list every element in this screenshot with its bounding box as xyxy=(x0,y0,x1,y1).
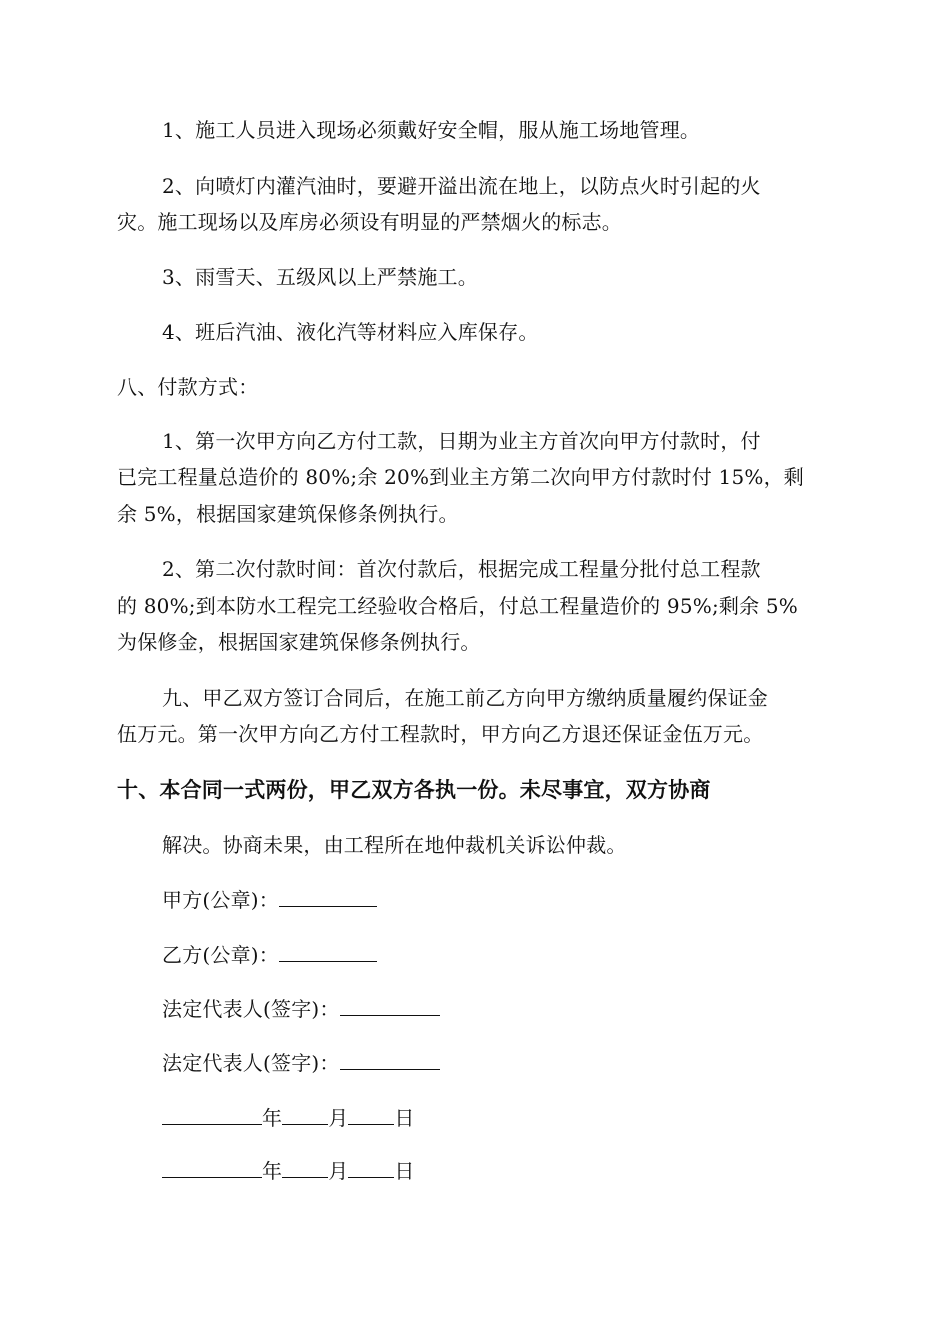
safety-item-3: 3、雨雪天、五级风以上严禁施工。 xyxy=(162,265,478,289)
payment-item-2-line-1: 2、第二次付款时间：首次付款后，根据完成工程量分批付总工程款 xyxy=(162,557,761,581)
party-a-label: 甲方(公章)： xyxy=(162,888,280,912)
date-2-month-label: 月 xyxy=(328,1159,349,1183)
date-2-day-label: 日 xyxy=(394,1159,415,1183)
payment-item-1-line-3: 余 5%，根据国家建筑保修条例执行。 xyxy=(117,502,459,526)
payment-item-1-line-1: 1、第一次甲方向乙方付工款，日期为业主方首次向甲方付款时，付 xyxy=(162,429,761,453)
payment-heading: 八、付款方式： xyxy=(117,375,259,399)
date-line-1 xyxy=(162,1106,415,1130)
representative-1-line xyxy=(162,997,440,1021)
party-b-seal-blank[interactable] xyxy=(279,943,377,962)
date-2-year-label: 年 xyxy=(262,1159,283,1183)
payment-item-2-line-2: 的 80%;到本防水工程完工经验收合格后，付总工程量造价的 95%;剩余 5% xyxy=(117,594,798,618)
date-1-day-label: 日 xyxy=(394,1106,415,1130)
safety-item-4: 4、班后汽油、液化汽等材料应入库保存。 xyxy=(162,320,539,344)
date-line-2 xyxy=(162,1159,415,1183)
party-a-seal-line xyxy=(162,888,377,912)
representative-2-label: 法定代表人(签字)： xyxy=(162,1051,340,1075)
date-1-day-blank[interactable] xyxy=(348,1106,394,1125)
safety-item-2-line-1: 2、向喷灯内灌汽油时，要避开溢出流在地上，以防点火时引起的火 xyxy=(162,174,761,198)
representative-2-signature-blank[interactable] xyxy=(340,1051,440,1070)
deposit-clause-line-2: 伍万元。第一次甲方向乙方付工程款时，甲方向乙方退还保证金伍万元。 xyxy=(117,722,764,746)
representative-2-line xyxy=(162,1051,440,1075)
party-b-seal-line xyxy=(162,943,377,967)
representative-1-label: 法定代表人(签字)： xyxy=(162,997,340,1021)
date-1-year-label: 年 xyxy=(262,1106,283,1130)
date-2-month-blank[interactable] xyxy=(282,1159,328,1178)
copies-clause-line-2: 解决。协商未果，由工程所在地仲裁机关诉讼仲裁。 xyxy=(162,833,627,857)
deposit-clause-line-1: 九、甲乙双方签订合同后，在施工前乙方向甲方缴纳质量履约保证金 xyxy=(162,686,768,710)
date-2-year-blank[interactable] xyxy=(162,1159,262,1178)
date-2-day-blank[interactable] xyxy=(348,1159,394,1178)
safety-item-2-line-2: 灾。施工现场以及库房必须设有明显的严禁烟火的标志。 xyxy=(117,210,622,234)
party-b-label: 乙方(公章)： xyxy=(162,943,280,967)
date-1-month-blank[interactable] xyxy=(282,1106,328,1125)
payment-item-1-line-2: 已完工程量总造价的 80%;余 20%到业主方第二次向甲方付款时付 15%，剩 xyxy=(117,465,804,489)
representative-1-signature-blank[interactable] xyxy=(340,997,440,1016)
date-1-month-label: 月 xyxy=(328,1106,349,1130)
safety-item-1: 1、施工人员进入现场必须戴好安全帽，服从施工场地管理。 xyxy=(162,118,701,142)
copies-heading: 十、本合同一式两份，甲乙双方各执一份。未尽事宜，双方协商 xyxy=(117,777,711,802)
party-a-seal-blank[interactable] xyxy=(279,888,377,907)
payment-item-2-line-3: 为保修金，根据国家建筑保修条例执行。 xyxy=(117,630,481,654)
date-1-year-blank[interactable] xyxy=(162,1106,262,1125)
